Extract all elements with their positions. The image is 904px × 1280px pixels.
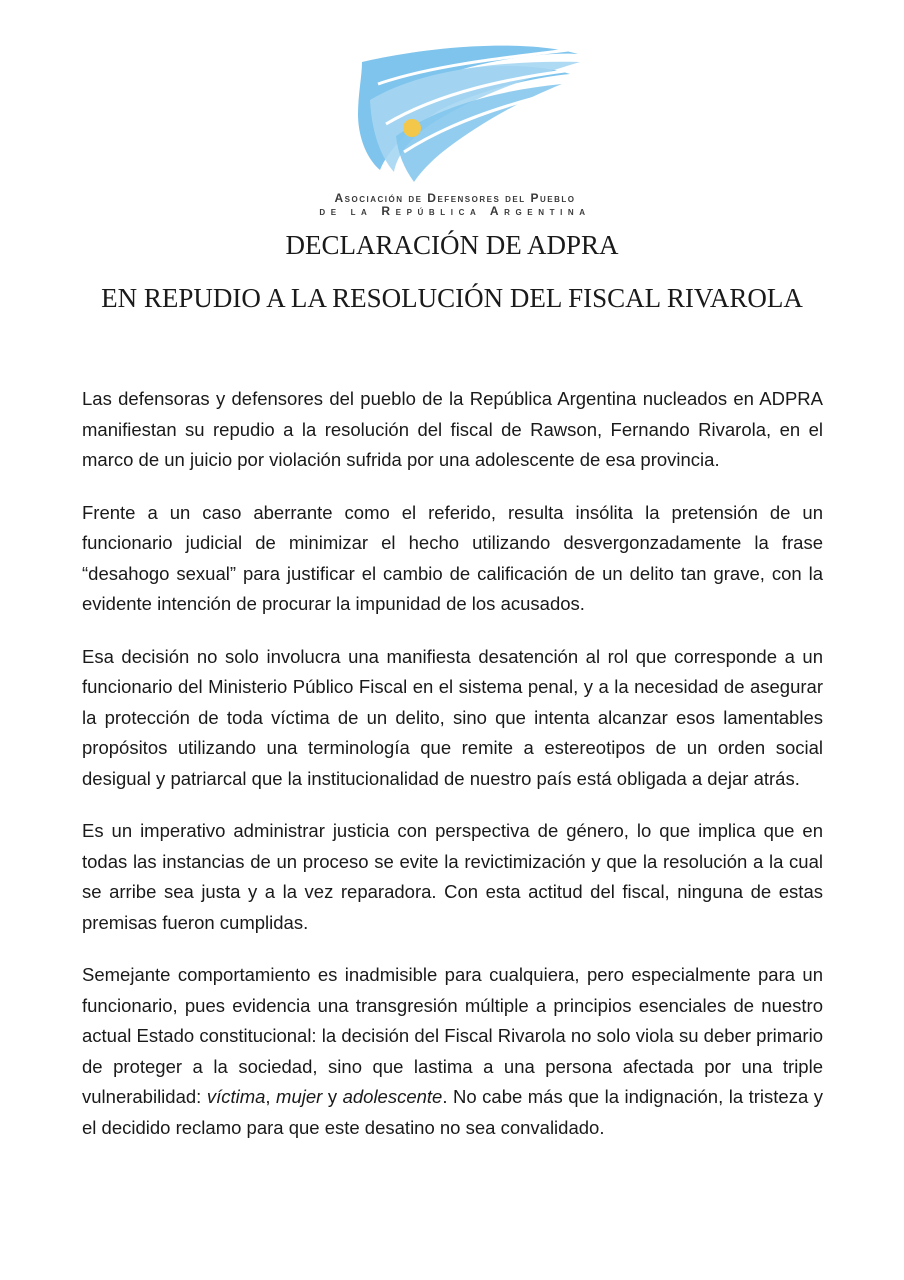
emphasis-victima: víctima — [206, 1086, 266, 1107]
separator-2: y — [322, 1086, 343, 1107]
wing-sun-icon — [300, 40, 600, 190]
adpra-logo — [300, 40, 600, 220]
emphasis-adolescente: adolescente — [342, 1086, 443, 1107]
document-subtitle: EN REPUDIO A LA RESOLUCIÓN DEL FISCAL RIVAROLA — [101, 283, 803, 313]
paragraph-4: Es un imperativo administrar justicia con perspectiva de género, lo que implica que en todas las instancias de un proceso se evite la revictimización y que la resolución a la cual se arribe sea justa y a la vez reparadora. Con esta actitud del fiscal, ninguna de estas premisas fueron cumplidas. — [82, 820, 823, 933]
declaration-body — [82, 384, 823, 1165]
paragraph-5-text-b: . No cabe más que la indignación, la tristeza y el decidido reclamo para que este desatino no sea convalidado. — [82, 1086, 824, 1138]
paragraph-3: Esa decisión no solo involucra una manifiesta desatención al rol que corresponde a un funcionario del Ministerio Público Fiscal en el sistema penal, y a la necesidad de asegurar la protección de toda víctima de un delito, sino que intenta alcanzar esos lamentables propósitos utilizando una terminología que remite a estereotipos de un orden social desigual y patriarcal que la institucionalidad de nuestro país está obligada a dejar atrás. — [82, 645, 823, 789]
paragraph-5-text-a: Semejante comportamiento es inadmisible para cualquiera, pero especialmente para un funcionario, pues evidencia una transgresión múltiple a principios esenciales de nuestro actual Estado constitucional: la decisión del Fiscal Rivarola no solo viola su deber primario de proteger a la sociedad, sino que lastima a una persona afectada por una triple vulnerabilidad: — [82, 964, 823, 1107]
emphasis-mujer: mujer — [276, 1086, 323, 1107]
paragraph-1: Las defensoras y defensores del pueblo de la República Argentina nucleados en ADPRA manifiestan su repudio a la resolución del fiscal de Rawson, Fernando Rivarola, en el marco de un juicio por violación sufrida por una adolescente de esa provincia. — [82, 388, 823, 470]
org-name-line1: Asociación de Defensores del Pueblo — [334, 191, 576, 205]
paragraph-2: Frente a un caso aberrante como el referido, resulta insólita la pretensión de un funcionario judicial de minimizar el hecho utilizando desvergonzadamente la frase “desahogo sexual” para justificar el cambio de calificación de un delito tan grave, con la evidente intención de procurar la impunidad de los acusados. — [82, 501, 823, 614]
paragraph-5 — [82, 960, 823, 1143]
separator-1: , — [265, 1086, 277, 1107]
document-title: DECLARACIÓN DE ADPRA — [285, 230, 619, 260]
org-name-line2: de la República Argentina — [319, 204, 591, 218]
org-name — [310, 192, 600, 218]
